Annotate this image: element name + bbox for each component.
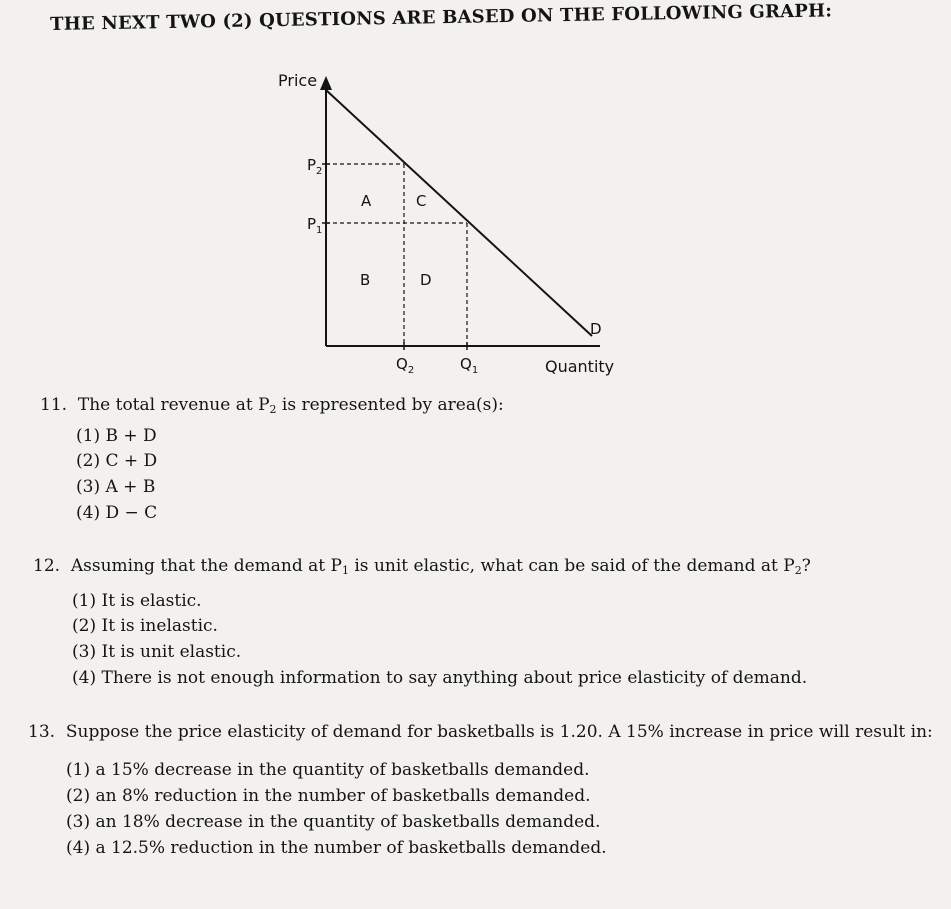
answer-option[interactable]: (1) B + D (76, 426, 157, 446)
p2-sub: 2 (316, 166, 323, 177)
p1-label: P (307, 215, 317, 233)
area-d-label: D (420, 271, 432, 289)
y-axis-label: Price (278, 71, 318, 90)
answer-option[interactable]: (2) an 8% reduction in the number of basketballs demanded. (66, 786, 591, 806)
q1-sub: 1 (471, 365, 479, 376)
question-number: 13. (28, 722, 56, 742)
question-stem-cont: is unit elastic, what can be said of the demand at P (348, 556, 795, 576)
q1-label: Q (460, 355, 472, 373)
q2-sub: 2 (407, 365, 415, 376)
answer-option[interactable]: (4) D − C (76, 503, 158, 523)
demand-graph (0, 0, 951, 400)
svg-text:P2 (307, 156, 322, 177)
answer-option[interactable]: (3) an 18% decrease in the quantity of basketballs demanded. (66, 812, 601, 832)
answer-option[interactable]: (1) a 15% decrease in the quantity of basketballs demanded. (66, 760, 590, 780)
area-a-label: A (361, 192, 372, 210)
demand-curve (326, 90, 592, 336)
question-stem: Suppose the price elasticity of demand for basketballs is 1.20. A 15% increase in price will result in: (65, 722, 933, 742)
question-stem-cont: is represented by area(s): (276, 395, 504, 415)
q2-label: Q (396, 355, 408, 373)
p2-label: P (307, 156, 317, 174)
answer-option[interactable]: (2) It is inelastic. (72, 616, 218, 636)
answer-option[interactable]: (3) It is unit elastic. (72, 642, 242, 662)
area-c-label: C (416, 192, 427, 210)
question-stem: The total revenue at P (77, 395, 270, 415)
x-axis-label: Quantity (545, 357, 615, 376)
question-stem-end: ? (801, 556, 811, 576)
svg-text:P1 (307, 215, 322, 236)
y-axis-arrow (320, 76, 332, 90)
svg-text:Q2 (396, 355, 414, 376)
answer-option[interactable]: (3) A + B (76, 477, 156, 497)
answer-option[interactable]: (2) C + D (76, 451, 158, 471)
question-number: 11. (40, 395, 68, 415)
section-header: THE NEXT TWO (2) QUESTIONS ARE BASED ON THE FOLLOWING GRAPH: (50, 0, 833, 35)
question-13 (28, 722, 933, 742)
answer-option[interactable]: (1) It is elastic. (72, 591, 202, 611)
answer-option[interactable]: (4) a 12.5% reduction in the number of basketballs demanded. (66, 838, 607, 858)
question-stem: Assuming that the demand at P (70, 556, 342, 576)
demand-curve-label: D (590, 320, 602, 338)
question-12 (33, 556, 811, 577)
subscript: 2 (269, 403, 277, 416)
subscript: 2 (794, 564, 802, 577)
p1-sub: 1 (316, 225, 323, 236)
question-number: 12. (33, 556, 61, 576)
answer-option[interactable]: (4) There is not enough information to say anything about price elasticity of demand. (72, 668, 808, 688)
subscript: 1 (341, 564, 349, 577)
area-b-label: B (360, 271, 371, 289)
question-11 (40, 395, 504, 416)
svg-text:Q1 (460, 355, 478, 376)
